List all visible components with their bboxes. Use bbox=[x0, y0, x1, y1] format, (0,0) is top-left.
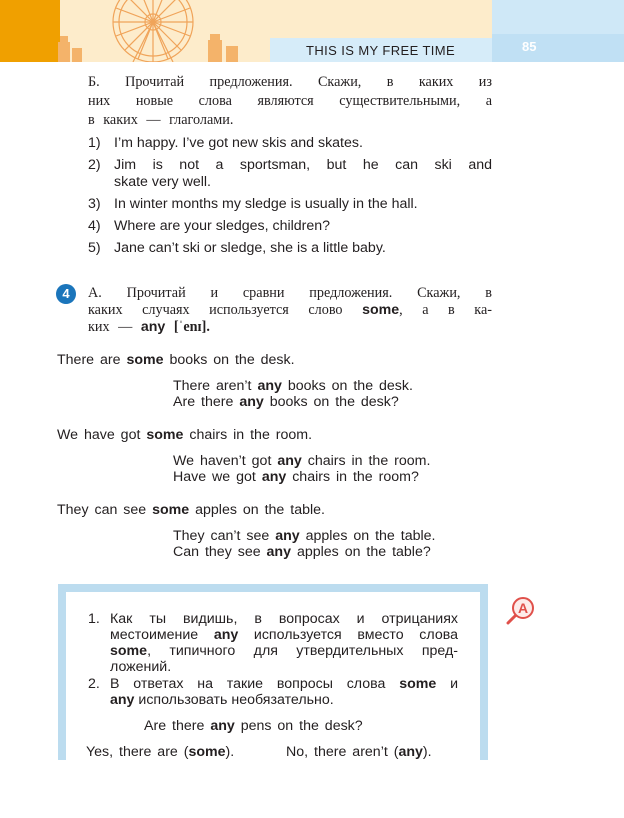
example-sentence: They can see some apples on the table. bbox=[57, 502, 325, 518]
exercise-number-badge: 4 bbox=[56, 284, 76, 304]
list-number: 5) bbox=[88, 240, 101, 256]
example-negative: We haven’t got any chairs in the room. bbox=[173, 453, 431, 469]
task-a-line: ких — any [ˈenɪ]. bbox=[88, 319, 210, 335]
list-item: Jim is not a sportsman, but he can ski and bbox=[114, 157, 492, 173]
list-item: Where are your sledges, children? bbox=[114, 218, 331, 234]
rule-example-answer-yes: Yes, there are (some). bbox=[86, 744, 235, 760]
example-negative: They can’t see any apples on the table. bbox=[173, 528, 436, 544]
rule-line: В ответах на такие вопросы слова some и bbox=[110, 676, 458, 692]
list-item: I’m happy. I’ve got new skis and skates. bbox=[114, 135, 363, 151]
rule-box-border bbox=[58, 584, 66, 760]
list-number: 4) bbox=[88, 218, 101, 234]
task-b-line: в каких — глаголами. bbox=[88, 112, 234, 128]
example-question: Have we got any chairs in the room? bbox=[173, 469, 419, 485]
rule-example-answer-no: No, there aren’t (any). bbox=[286, 744, 432, 760]
list-item: In winter months my sledge is usually in the hall. bbox=[114, 196, 418, 212]
list-number: 2) bbox=[88, 157, 101, 173]
task-b-line: Б. Прочитай предложения. Скажи, в каких из bbox=[88, 74, 492, 90]
task-a-line: каких случаях используется слово some, а в ка- bbox=[88, 302, 492, 318]
magnifier-a-icon bbox=[506, 596, 536, 626]
ferris-wheel-illustration bbox=[58, 0, 278, 62]
page-header bbox=[0, 0, 624, 62]
rule-line: any использовать необязательно. bbox=[110, 692, 334, 708]
unit-title: THIS IS MY FREE TIME bbox=[306, 43, 456, 58]
rule-line: местоимение any используется вместо слова bbox=[110, 627, 458, 643]
rule-line: Как ты видишь, в вопросах и отрицаниях bbox=[110, 611, 458, 627]
list-item: Jane can’t ski or sledge, she is a little baby. bbox=[114, 240, 386, 256]
example-question: Are there any books on the desk? bbox=[173, 394, 399, 410]
list-number: 3) bbox=[88, 196, 101, 212]
example-sentence: We have got some chairs in the room. bbox=[57, 427, 313, 443]
page-number: 85 bbox=[522, 39, 537, 54]
example-negative: There aren’t any books on the desk. bbox=[173, 378, 413, 394]
task-a-line: А. Прочитай и сравни предложения. Скажи, в bbox=[88, 285, 492, 301]
page-number-tab bbox=[492, 34, 624, 62]
rule-example-question: Are there any pens on the desk? bbox=[144, 718, 363, 734]
rule-number: 2. bbox=[88, 676, 100, 692]
task-b-line: них новые слова являются существительными, а bbox=[88, 93, 492, 109]
rule-line: some, типичного для утвердительных пред- bbox=[110, 643, 458, 659]
header-orange-band bbox=[0, 0, 60, 62]
rule-number: 1. bbox=[88, 611, 100, 627]
example-question: Can they see any apples on the table? bbox=[173, 544, 431, 560]
rule-box-border bbox=[480, 584, 488, 760]
list-number: 1) bbox=[88, 135, 101, 151]
magnifier-letter: A bbox=[517, 600, 529, 616]
example-sentence: There are some books on the desk. bbox=[57, 352, 295, 368]
rule-line: ложений. bbox=[110, 659, 172, 675]
rule-box-border bbox=[58, 584, 488, 592]
list-item-continuation: skate very well. bbox=[114, 174, 211, 190]
